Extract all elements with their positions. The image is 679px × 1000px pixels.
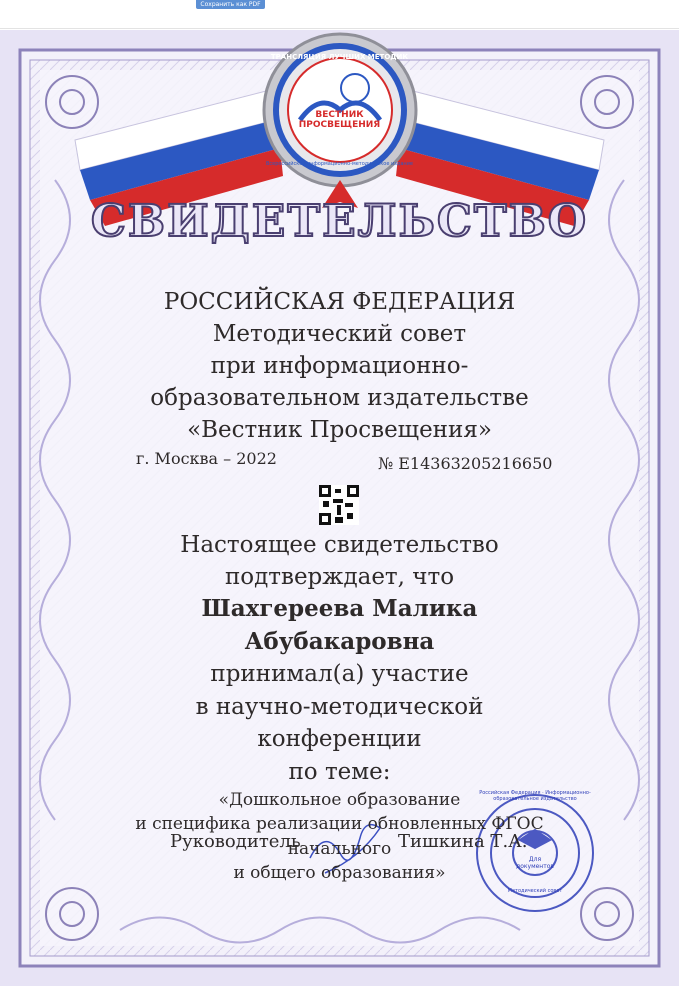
certificate <box>0 30 679 986</box>
recipient-name-line-2: Абубакаровна <box>244 628 435 655</box>
certificate-heading: СВИДЕТЕЛЬСТВО <box>90 196 589 247</box>
stamp-center-text: Для документов <box>516 856 554 870</box>
stamp-bottom-text: Методический совет <box>507 888 563 894</box>
save-as-pdf-button[interactable]: Сохранить как PDF <box>196 0 265 9</box>
confirm-line-1: Настоящее свидетельство <box>180 532 499 558</box>
participation-line-2: в научно-методической <box>195 694 484 720</box>
top-toolbar <box>0 0 679 29</box>
stamp-ring-text: Российская Федерация · Информационно-образовательное издательство <box>479 790 591 802</box>
signer-name: Тишкина Т.А. <box>398 831 528 852</box>
medal-ring-text-bottom: Всероссийское информационно-методическое издание <box>265 161 414 167</box>
topic-line-1: «Дошкольное образование <box>218 790 461 810</box>
council-line-4: «Вестник Просвещения» <box>187 417 492 443</box>
topic-label: по теме: <box>288 759 391 785</box>
signer-role: Руководитель <box>170 831 301 852</box>
qr-code-icon <box>319 485 359 525</box>
participation-line-1: принимал(а) участие <box>210 661 469 687</box>
medal-ring-text-top: ТРАНСЛЯЦИЯ ЛУЧШИХ МЕТОДИК <box>270 53 409 61</box>
topic-line-3: начального <box>287 839 392 859</box>
council-line-3: образовательном издательстве <box>150 385 529 411</box>
confirm-line-2: подтверждает, что <box>224 564 455 590</box>
council-line-2: при информационно- <box>210 353 469 379</box>
city-year: г. Москва – 2022 <box>136 449 277 468</box>
council-line-1: Методический совет <box>212 321 467 347</box>
topic-line-4: и общего образования» <box>233 863 446 883</box>
country-line: РОССИЙСКАЯ ФЕДЕРАЦИЯ <box>163 289 516 315</box>
medal-title-line2: ПРОСВЕЩЕНИЯ <box>298 120 381 130</box>
recipient-name-line-1: Шахгереева Малика <box>201 595 478 622</box>
certificate-number: № E14363205216650 <box>378 454 553 473</box>
topic-line-2: и специфика реализации обновленных ФГОС <box>135 814 544 834</box>
participation-line-3: конференции <box>257 726 422 752</box>
medal-title-line1: ВЕСТНИК <box>315 110 364 120</box>
